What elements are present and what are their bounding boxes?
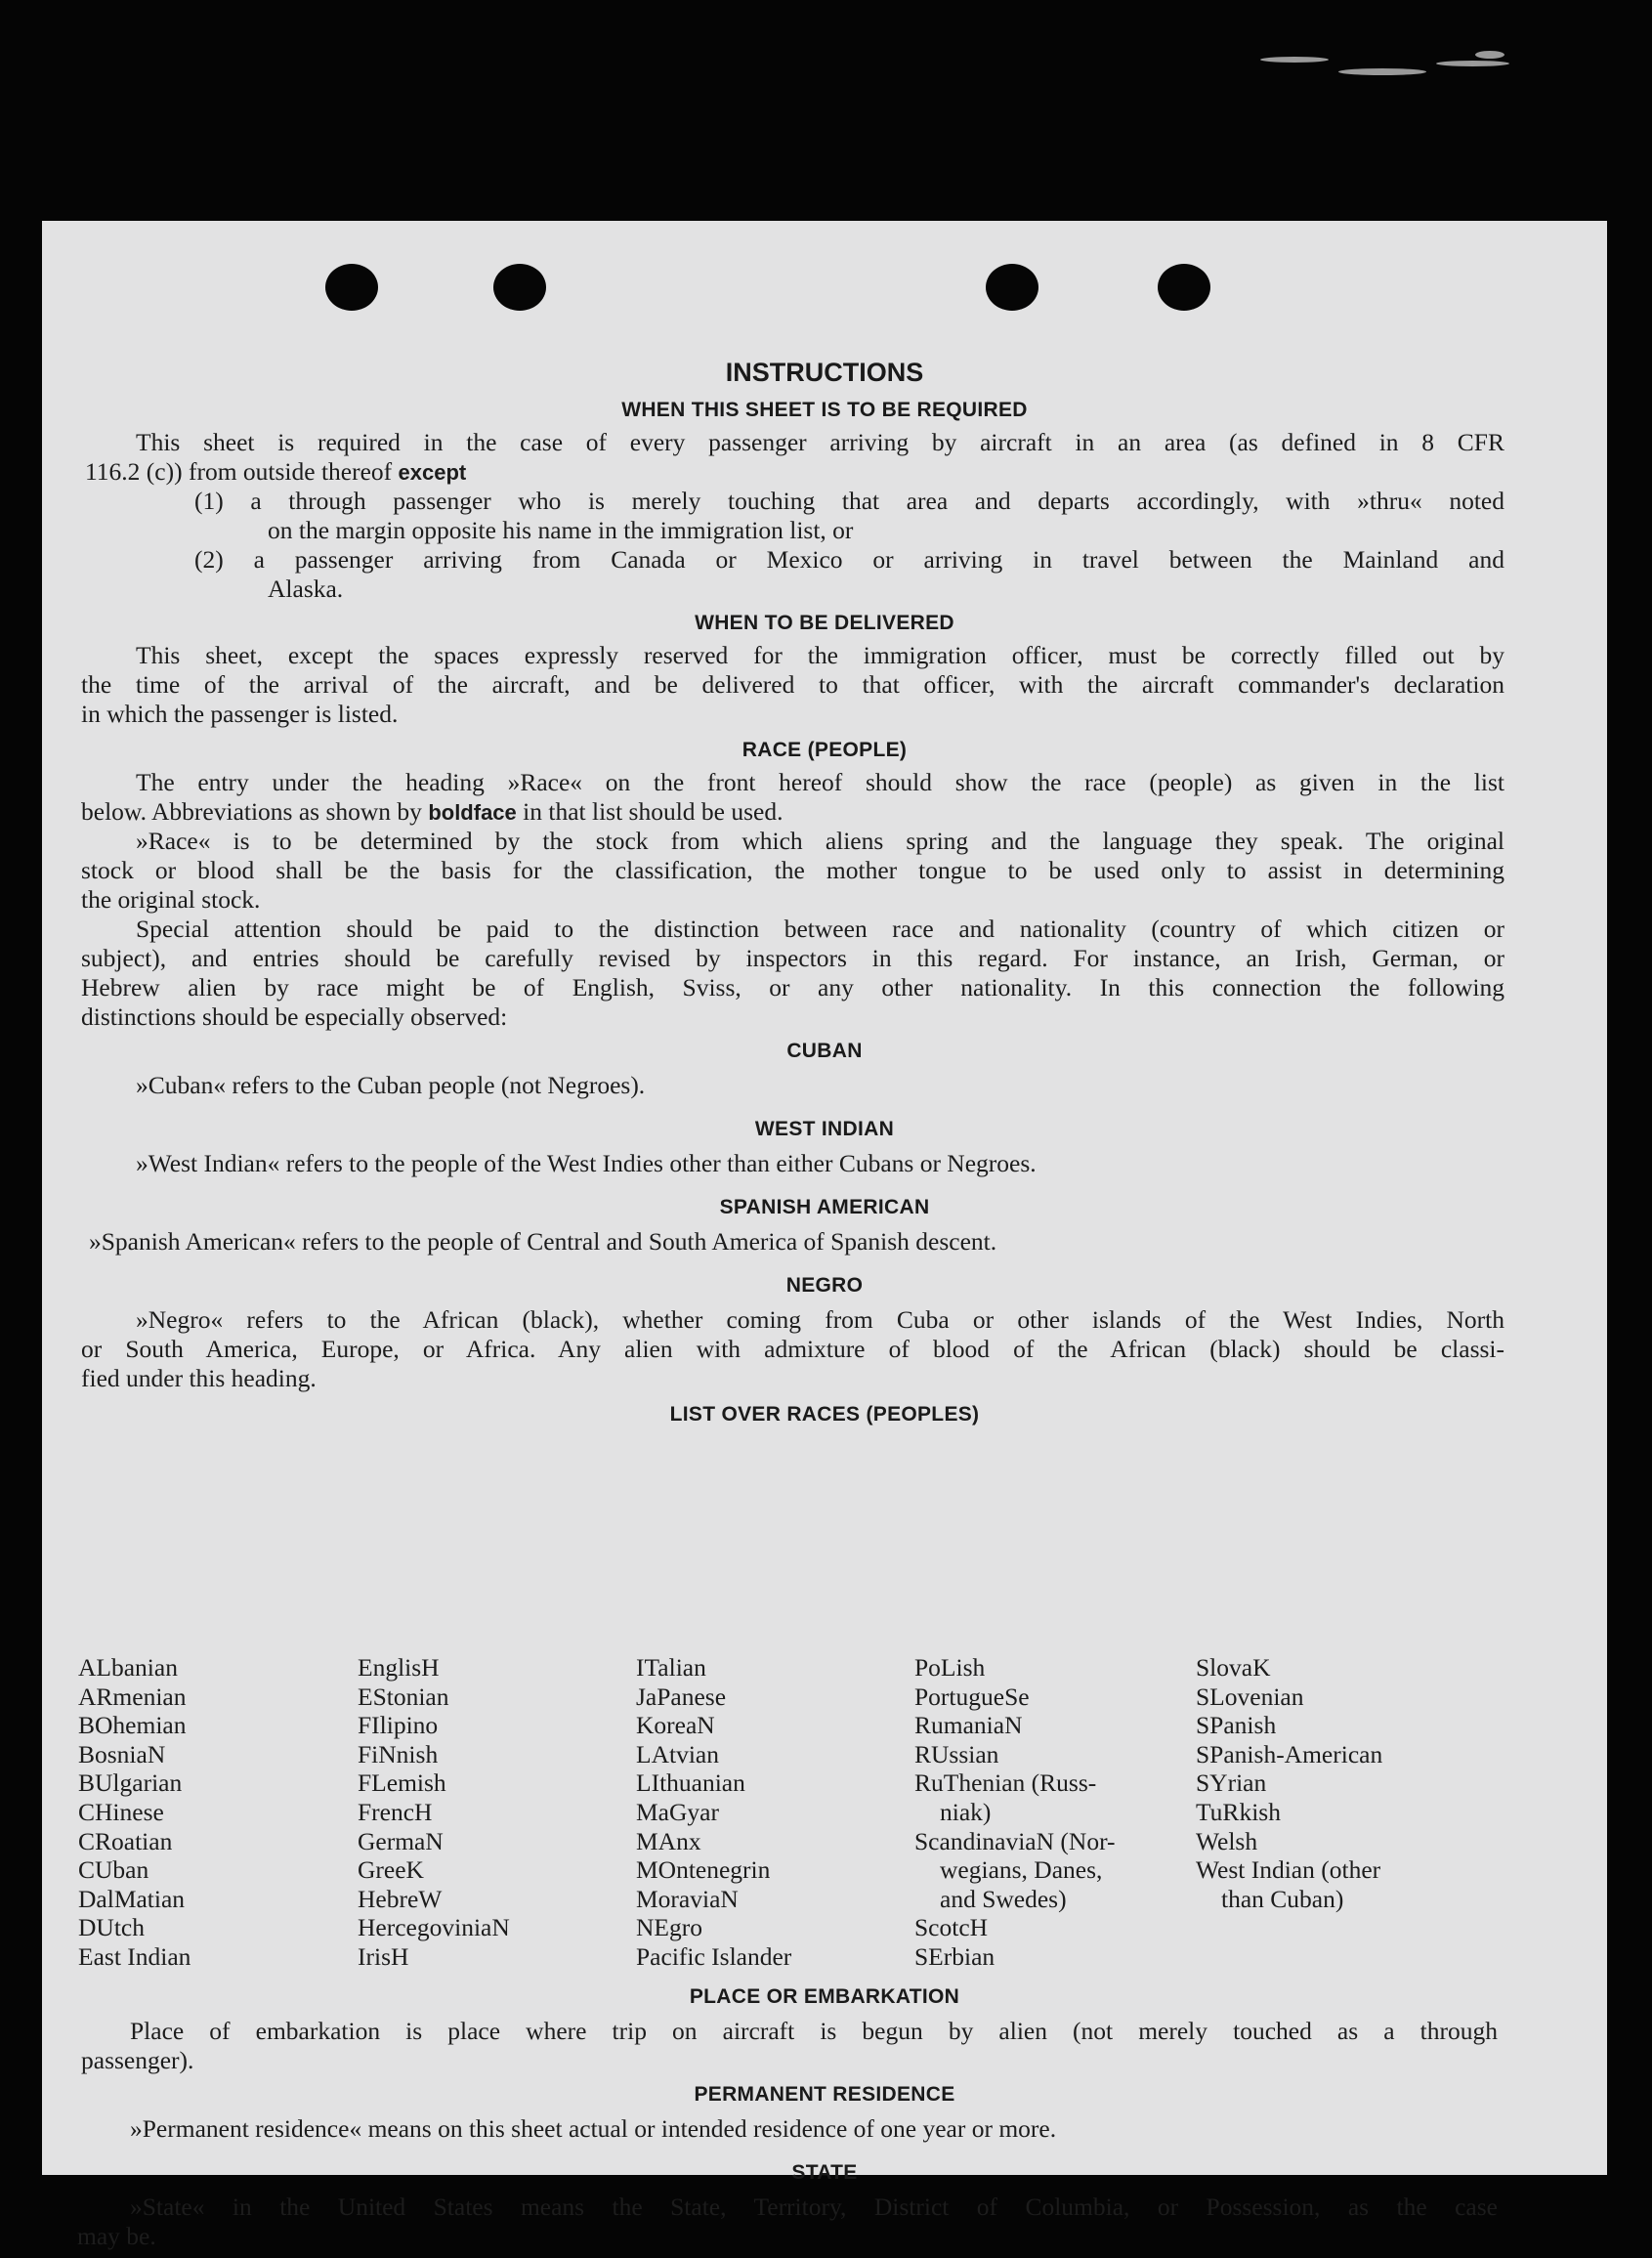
race-item: BOhemian bbox=[78, 1711, 187, 1740]
race-item: West Indian (other bbox=[1196, 1855, 1381, 1885]
race-item: Welsh bbox=[1196, 1826, 1258, 1855]
paragraph-line: or South America, Europe, or Africa. Any alien with admixture of blood of the African (black) should be classi- bbox=[81, 1335, 1504, 1363]
race-item: PortugueSe bbox=[914, 1682, 1030, 1711]
paragraph-line: This sheet, except the spaces expressly reserved for the immigration officer, must be correctly filled out by bbox=[136, 641, 1504, 669]
race-item: NEgro bbox=[636, 1913, 702, 1942]
race-item: FLemish bbox=[358, 1768, 446, 1798]
race-item: RuThenian (Russ- bbox=[914, 1768, 1097, 1798]
race-item: EnglisH bbox=[358, 1653, 440, 1682]
race-item: SPanish bbox=[1196, 1711, 1277, 1740]
race-item: ARmenian bbox=[78, 1682, 187, 1711]
line-text: below. Abbreviations as shown by bbox=[81, 797, 422, 826]
list-item-line: (2) a passenger arriving from Canada or Mexico or arriving in travel between the Mainland and bbox=[194, 545, 1504, 574]
paragraph-line: »State« in the United States means the State, Territory, District of Columbia, or Possession, as the case bbox=[130, 2193, 1498, 2221]
race-list-column bbox=[636, 1653, 791, 1972]
paragraph-line: »West Indian« refers to the people of the West Indies other than either Cubans or Negroes. bbox=[136, 1149, 1037, 1177]
race-list-column bbox=[1196, 1653, 1382, 1913]
section-heading: RACE (PEOPLE) bbox=[741, 739, 908, 761]
list-item-line: Alaska. bbox=[268, 575, 344, 603]
race-item: MAnx bbox=[636, 1826, 701, 1855]
scan-speck bbox=[1436, 61, 1509, 66]
list-item-line: (1) a through passenger who is merely touching that area and departs accordingly, with »thru« noted bbox=[194, 487, 1504, 515]
race-item: niak) bbox=[940, 1797, 992, 1826]
race-item: TuRkish bbox=[1196, 1797, 1281, 1826]
race-item: ScotcH bbox=[914, 1913, 989, 1942]
paragraph-line: may be. bbox=[77, 2222, 156, 2250]
race-item: IrisH bbox=[358, 1941, 409, 1971]
punch-hole bbox=[493, 264, 546, 311]
race-item: DalMatian bbox=[78, 1884, 186, 1913]
race-item: CUban bbox=[78, 1855, 149, 1885]
paragraph-line: This sheet is required in the case of every passenger arriving by aircraft in an area (as defined in 8 CFR bbox=[136, 428, 1504, 456]
race-item: Pacific Islander bbox=[636, 1941, 792, 1971]
punch-hole bbox=[1158, 264, 1210, 311]
instruction-sheet bbox=[42, 221, 1607, 2250]
punch-hole bbox=[986, 264, 1038, 311]
race-item: MOntenegrin bbox=[636, 1855, 771, 1885]
race-item: wegians, Danes, bbox=[940, 1855, 1103, 1885]
section-heading: WHEN TO BE DELIVERED bbox=[695, 612, 954, 634]
paragraph-line: fied under this heading. bbox=[81, 1364, 317, 1392]
paragraph-line: in which the passenger is listed. bbox=[81, 700, 399, 728]
paragraph-line: the original stock. bbox=[81, 885, 261, 914]
bold-word: boldface bbox=[428, 800, 517, 825]
punch-hole bbox=[325, 264, 378, 311]
race-item: SErbian bbox=[914, 1941, 995, 1971]
scan-speck bbox=[1475, 51, 1504, 59]
race-item: LIthuanian bbox=[636, 1768, 745, 1798]
bold-word: except bbox=[398, 460, 467, 485]
list-item-line: on the margin opposite his name in the immigration list, or bbox=[268, 516, 854, 544]
section-heading: PERMANENT RESIDENCE bbox=[694, 2083, 955, 2106]
paragraph-line: »Spanish American« refers to the people of Central and South America of Spanish descent. bbox=[89, 1227, 997, 1256]
paragraph-line: »Cuban« refers to the Cuban people (not Negroes). bbox=[136, 1071, 646, 1099]
paragraph-line: »Permanent residence« means on this sheet actual or intended residence of one year or more. bbox=[130, 2114, 1057, 2143]
race-item: DUtch bbox=[78, 1913, 145, 1942]
race-item: BUlgarian bbox=[78, 1768, 183, 1798]
race-item: FIlipino bbox=[358, 1711, 439, 1740]
paragraph-line: »Negro« refers to the African (black), whether coming from Cuba or other islands of the West Indies, North bbox=[136, 1305, 1504, 1334]
section-heading: SPANISH AMERICAN bbox=[719, 1196, 930, 1218]
paragraph-line: stock or blood shall be the basis for the classification, the mother tongue to be used only to assist in determining bbox=[81, 856, 1504, 884]
race-item: CHinese bbox=[78, 1797, 164, 1826]
race-list-column bbox=[78, 1653, 191, 1972]
race-item: ITalian bbox=[636, 1653, 706, 1682]
race-item: SlovaK bbox=[1196, 1653, 1271, 1682]
paragraph-line bbox=[81, 797, 783, 828]
race-item: and Swedes) bbox=[940, 1884, 1067, 1913]
paragraph-line: passenger). bbox=[81, 2046, 194, 2074]
race-item: SLovenian bbox=[1196, 1682, 1304, 1711]
race-item: FrencH bbox=[358, 1797, 433, 1826]
scan-speck bbox=[1338, 68, 1426, 75]
section-heading: LIST OVER RACES (PEOPLES) bbox=[669, 1403, 980, 1426]
paragraph-line bbox=[85, 457, 466, 488]
race-item: BosniaN bbox=[78, 1739, 166, 1768]
race-list-column bbox=[914, 1653, 1116, 1972]
race-item: GermaN bbox=[358, 1826, 444, 1855]
paragraph-line: Place of embarkation is place where trip on aircraft is begun by alien (not merely touched as a through bbox=[130, 2017, 1498, 2045]
section-heading: STATE bbox=[791, 2161, 858, 2184]
race-item: JaPanese bbox=[636, 1682, 727, 1711]
race-item: HebreW bbox=[358, 1884, 443, 1913]
paragraph-line: Special attention should be paid to the distinction between race and nationality (country of which citizen or bbox=[136, 915, 1504, 943]
race-item: RumaniaN bbox=[914, 1711, 1023, 1740]
section-heading: PLACE OR EMBARKATION bbox=[689, 1985, 960, 2008]
section-heading: WEST INDIAN bbox=[754, 1118, 895, 1140]
race-item: CRoatian bbox=[78, 1826, 173, 1855]
race-item: than Cuban) bbox=[1221, 1884, 1344, 1913]
paragraph-line: the time of the arrival of the aircraft, and be delivered to that officer, with the aircraft commander's declaration bbox=[81, 670, 1504, 699]
paragraph-line: Hebrew alien by race might be of English, Sviss, or any other nationality. In this connection the following bbox=[81, 973, 1504, 1001]
paragraph-line: The entry under the heading »Race« on the front hereof should show the race (people) as given in the list bbox=[136, 768, 1504, 796]
race-item: East Indian bbox=[78, 1941, 191, 1971]
page-title: INSTRUCTIONS bbox=[725, 358, 924, 387]
paragraph-line: »Race« is to be determined by the stock from which aliens spring and the language they speak. The original bbox=[136, 827, 1504, 855]
paragraph-line: distinctions should be especially observed: bbox=[81, 1002, 508, 1031]
race-item: RUssian bbox=[914, 1739, 999, 1768]
paragraph-line: subject), and entries should be carefully revised by inspectors in this regard. For instance, an Irish, German, or bbox=[81, 944, 1504, 972]
line-text: in that list should be used. bbox=[523, 797, 784, 826]
race-item: LAtvian bbox=[636, 1739, 719, 1768]
race-item: EStonian bbox=[358, 1682, 449, 1711]
line-text: 116.2 (c)) from outside thereof bbox=[85, 457, 393, 486]
race-item: SPanish-American bbox=[1196, 1739, 1383, 1768]
race-item: SYrian bbox=[1196, 1768, 1267, 1798]
race-item: ScandinaviaN (Nor- bbox=[914, 1826, 1116, 1855]
section-heading: NEGRO bbox=[785, 1274, 864, 1297]
race-item: PoLish bbox=[914, 1653, 986, 1682]
race-list-column bbox=[358, 1653, 510, 1972]
race-item: ALbanian bbox=[78, 1653, 178, 1682]
race-item: FiNnish bbox=[358, 1739, 439, 1768]
section-heading: WHEN THIS SHEET IS TO BE REQUIRED bbox=[621, 399, 1028, 421]
race-item: HercegoviniaN bbox=[358, 1913, 510, 1942]
race-item: GreeK bbox=[358, 1855, 424, 1885]
section-heading: CUBAN bbox=[786, 1040, 863, 1062]
race-item: MoraviaN bbox=[636, 1884, 739, 1913]
scan-speck bbox=[1260, 57, 1329, 63]
race-item: KoreaN bbox=[636, 1711, 715, 1740]
race-item: MaGyar bbox=[636, 1797, 719, 1826]
